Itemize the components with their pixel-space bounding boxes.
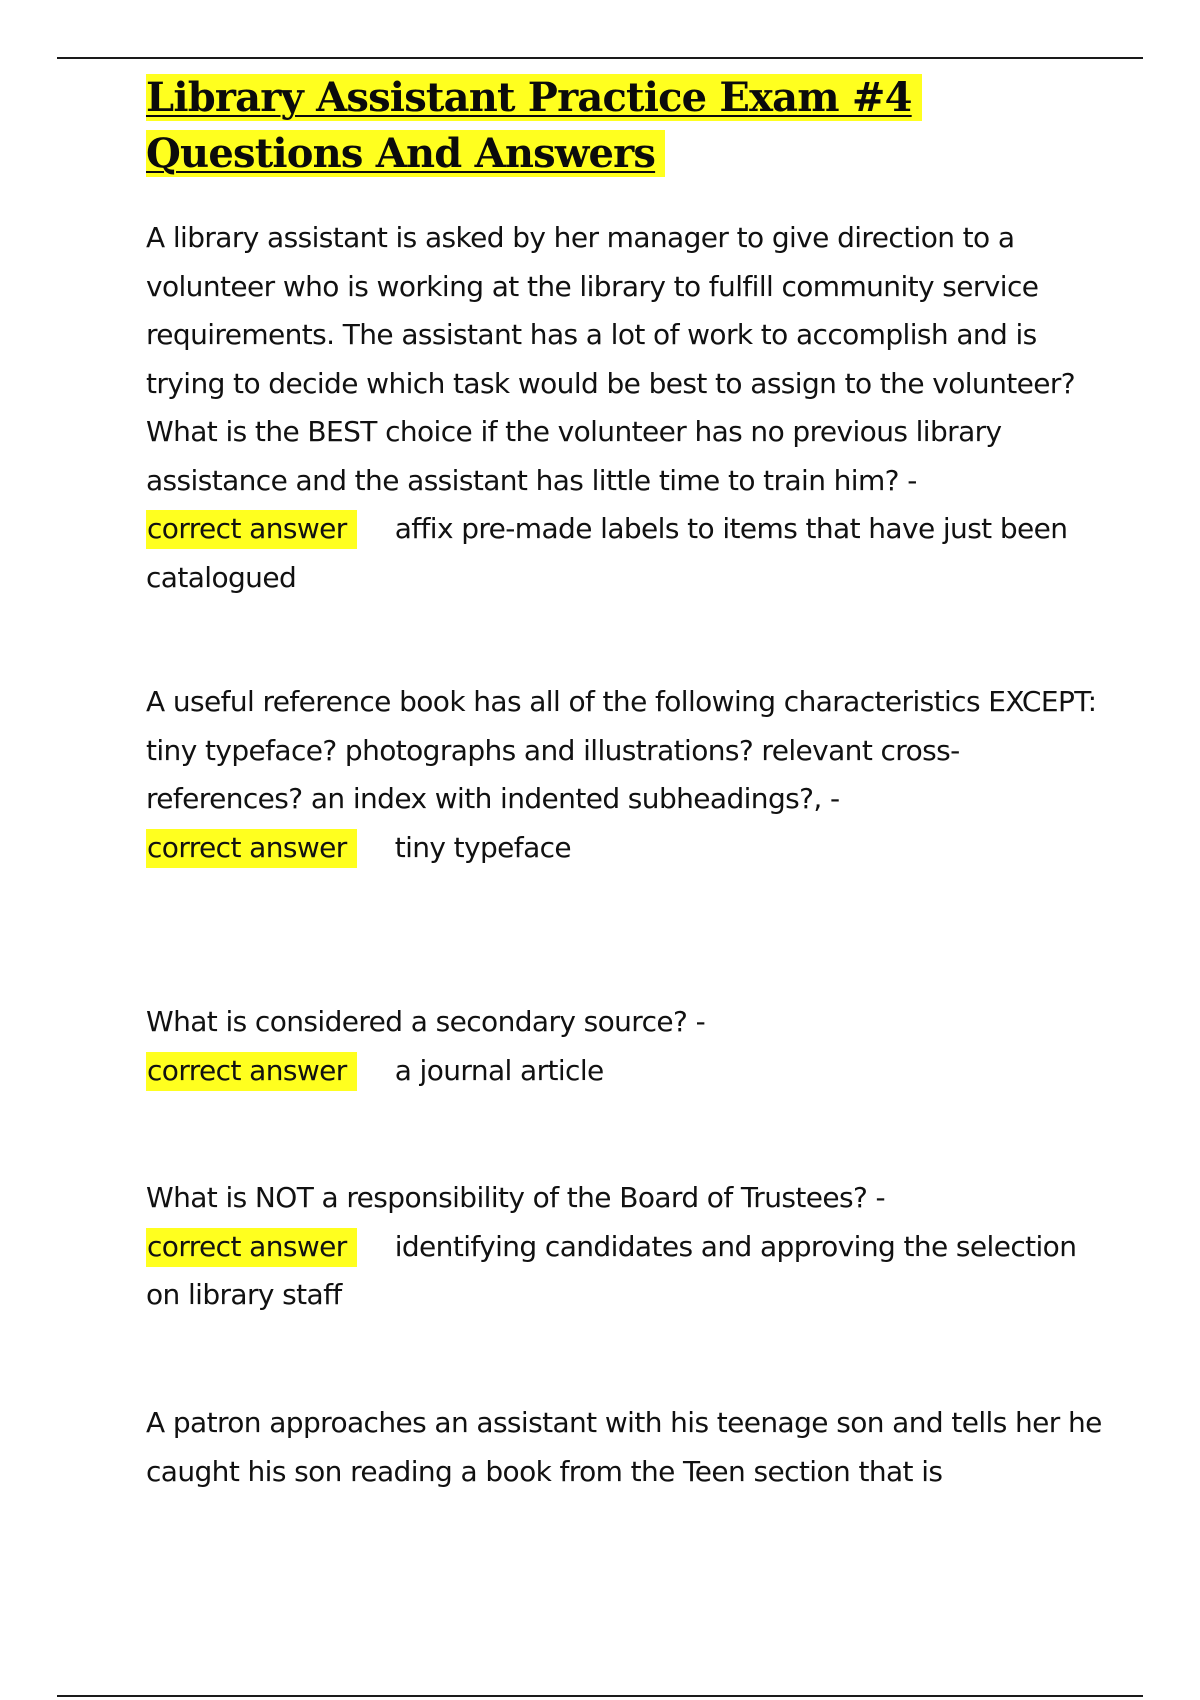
- answer-text: identifying candidates and approving the selection on library staff: [146, 1229, 1077, 1311]
- correct-answer-label: correct answer: [146, 510, 357, 549]
- bottom-rule: [57, 1695, 1143, 1697]
- title-line-2: Questions And Answers: [146, 130, 665, 177]
- answer-text: a journal article: [394, 1053, 604, 1087]
- answer-text: tiny typeface: [394, 830, 572, 864]
- question-text: A useful reference book has all of the following characteristics EXCEPT: tiny typeface? photographs and illustrations? relevant cross-references? an index with indented subheadings?, -: [146, 685, 1097, 815]
- question-text: A patron approaches an assistant with his teenage son and tells her he caught his son reading a book from the Teen section that is: [146, 1406, 1102, 1488]
- question-text: What is considered a secondary source? -: [146, 1005, 706, 1038]
- top-rule: [57, 57, 1143, 59]
- correct-answer-label: correct answer: [146, 1052, 357, 1091]
- correct-answer-label: correct answer: [146, 1228, 357, 1267]
- page-title: [146, 70, 1106, 182]
- question-text: What is NOT a responsibility of the Board of Trustees? -: [146, 1181, 886, 1214]
- qa-item: [146, 1174, 1106, 1320]
- qa-item: [146, 214, 1106, 602]
- correct-answer-label: correct answer: [146, 829, 357, 868]
- qa-item: [146, 998, 705, 1095]
- title-line-1: Library Assistant Practice Exam #4: [146, 74, 922, 121]
- answer-text: affix pre-made labels to items that have just been catalogued: [146, 512, 1068, 594]
- qa-item: [146, 678, 1106, 872]
- question-text: A library assistant is asked by her manager to give direction to a volunteer who is working at the library to fulfill community service requirements. The assistant has a lot of work to accomplish and is trying to decide which task would be best to assign to the volunteer? What is the BEST choice if the volunteer has no previous library assistance and the assistant has little time to train him? -: [146, 221, 1076, 497]
- qa-item: [146, 1399, 1106, 1496]
- page-content: [146, 70, 1106, 1488]
